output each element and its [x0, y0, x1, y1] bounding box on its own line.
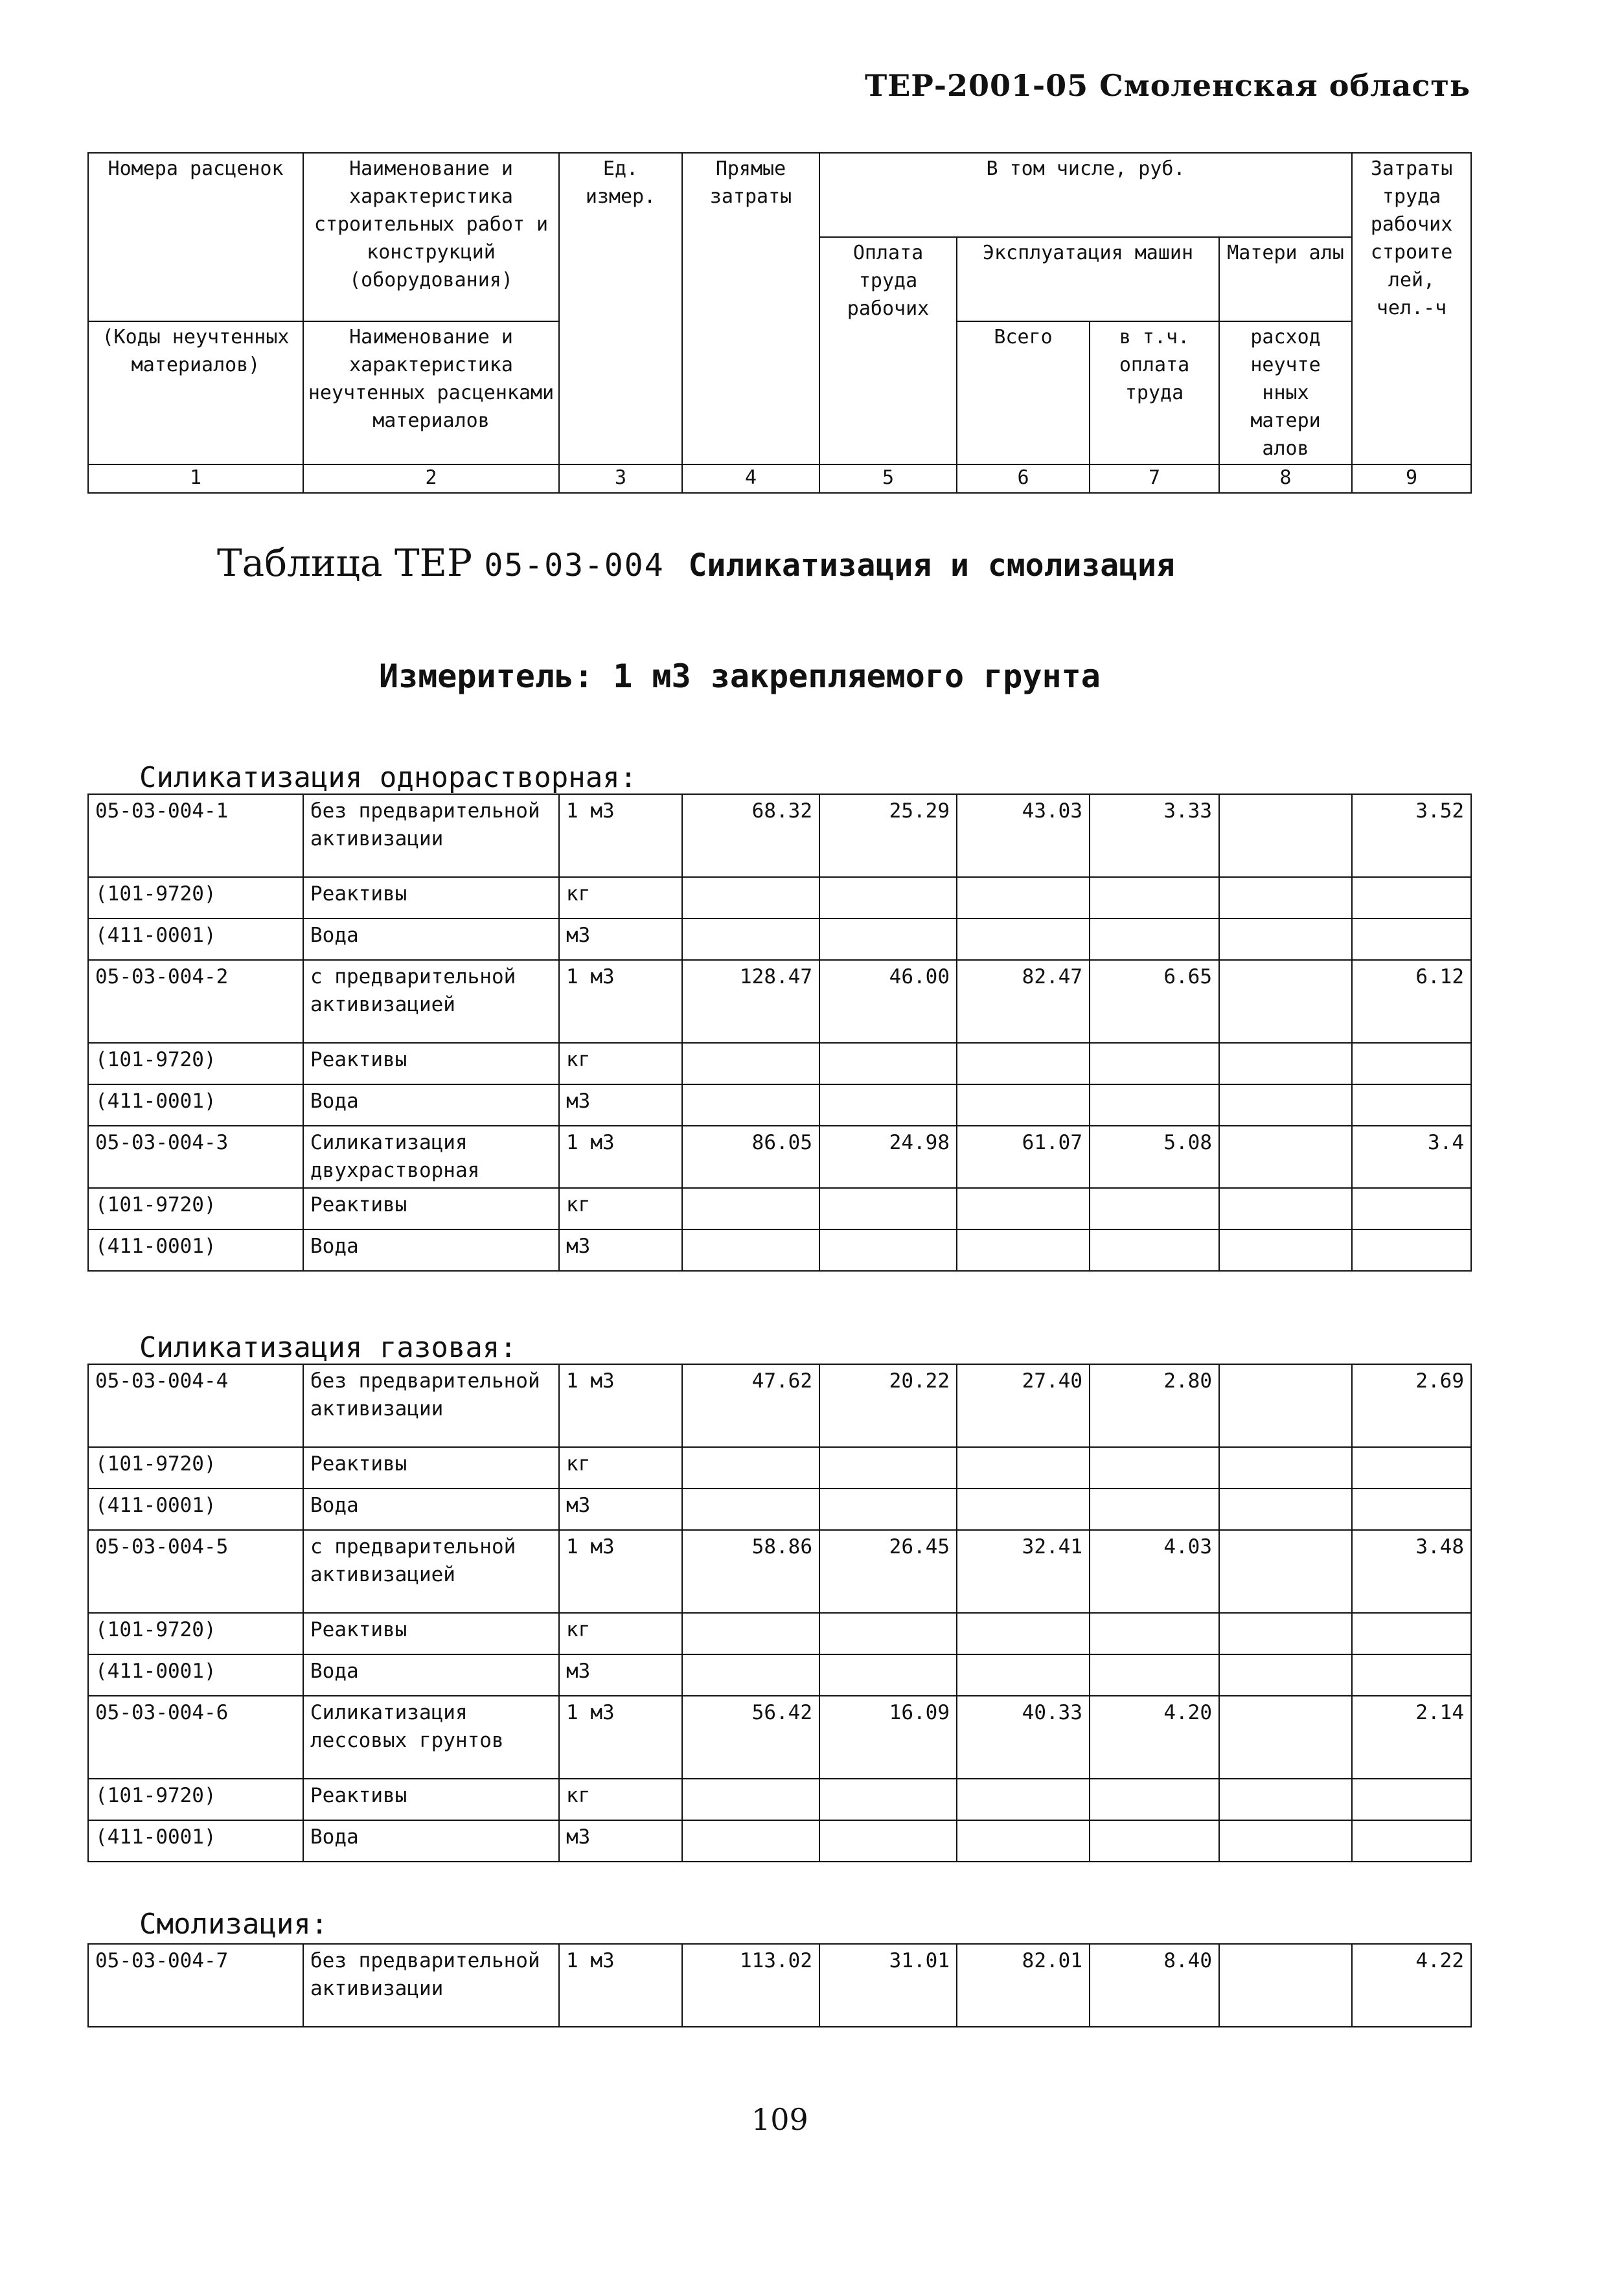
- rate-labor-pay: 25.29: [819, 794, 957, 877]
- material-row: [88, 1779, 1471, 1820]
- rate-materials: [1219, 1447, 1352, 1489]
- rate-unit: 1 м3: [559, 794, 682, 877]
- rate-name: без предварительной активизации: [303, 1364, 559, 1447]
- header-direct-costs: Прямые затраты: [682, 153, 819, 464]
- material-row: [88, 1820, 1471, 1862]
- rate-code: (411-0001): [88, 919, 303, 960]
- rate-materials: [1219, 919, 1352, 960]
- page-number: 109: [751, 2102, 808, 2137]
- col-number: 7: [1090, 464, 1219, 493]
- rate-labor-pay: [819, 1779, 957, 1820]
- header-materials: Матери алы: [1219, 237, 1352, 321]
- rate-machines-total: [957, 1229, 1090, 1271]
- rates-table: [87, 794, 1472, 1272]
- header-col2-top: Наименование и характеристика строительных работ и конструкций (оборудования): [303, 153, 559, 321]
- header-including: В том числе, руб.: [819, 153, 1352, 237]
- rate-machines-labor: 6.65: [1090, 960, 1219, 1043]
- rate-name: Реактивы: [303, 1447, 559, 1489]
- rate-machines-labor: [1090, 919, 1219, 960]
- rate-code: (411-0001): [88, 1820, 303, 1862]
- rate-code: 05-03-004-3: [88, 1126, 303, 1188]
- rate-name: Реактивы: [303, 1188, 559, 1229]
- header-machines-labor: в т.ч. оплата труда: [1090, 321, 1219, 464]
- header-labor-cost: Затраты труда рабочих строите лей, чел.-ч: [1352, 153, 1471, 464]
- rate-name: с предварительной активизацией: [303, 1530, 559, 1613]
- rate-name: без предварительной активизации: [303, 1944, 559, 2027]
- rate-direct-costs: [682, 1820, 819, 1862]
- rate-materials: [1219, 1364, 1352, 1447]
- running-header: ТЕР-2001-05 Смоленская область: [865, 68, 1471, 103]
- rate-machines-total: [957, 1820, 1090, 1862]
- material-row: [88, 1043, 1471, 1084]
- rate-code: 05-03-004-7: [88, 1944, 303, 2027]
- rate-machines-labor: [1090, 1654, 1219, 1696]
- rate-materials: [1219, 1188, 1352, 1229]
- rate-unit: м3: [559, 1489, 682, 1530]
- rate-unit: м3: [559, 1820, 682, 1862]
- material-row: [88, 1654, 1471, 1696]
- rate-machines-labor: [1090, 1229, 1219, 1271]
- rate-name: Реактивы: [303, 877, 559, 919]
- rate-code: 05-03-004-1: [88, 794, 303, 877]
- rate-unit: 1 м3: [559, 1126, 682, 1188]
- rate-labor-pay: 24.98: [819, 1126, 957, 1188]
- rate-unit: м3: [559, 919, 682, 960]
- rates-table: [87, 1364, 1472, 1862]
- table-title-prefix: Таблица ТЕР: [217, 541, 473, 585]
- rate-name: Вода: [303, 919, 559, 960]
- rate-materials: [1219, 1779, 1352, 1820]
- rate-labor-cost: 2.14: [1352, 1696, 1471, 1779]
- rate-row: [88, 960, 1471, 1043]
- rate-code: (411-0001): [88, 1229, 303, 1271]
- table-title-code: 05-03-004: [484, 547, 665, 584]
- rate-name: Силикатизация лессовых грунтов: [303, 1696, 559, 1779]
- rate-labor-cost: 3.48: [1352, 1530, 1471, 1613]
- rate-labor-pay: [819, 919, 957, 960]
- rate-row: [88, 794, 1471, 877]
- rate-labor-cost: 6.12: [1352, 960, 1471, 1043]
- rate-machines-labor: [1090, 1820, 1219, 1862]
- rate-name: Вода: [303, 1820, 559, 1862]
- rate-unit: кг: [559, 1188, 682, 1229]
- rate-labor-pay: [819, 1084, 957, 1126]
- material-row: [88, 1447, 1471, 1489]
- rate-materials: [1219, 1696, 1352, 1779]
- rate-direct-costs: [682, 877, 819, 919]
- rate-machines-total: [957, 1613, 1090, 1654]
- rate-labor-cost: [1352, 1447, 1471, 1489]
- header-machines-total: Всего: [957, 321, 1090, 464]
- rate-unit: м3: [559, 1084, 682, 1126]
- rate-labor-pay: [819, 1654, 957, 1696]
- rate-unit: кг: [559, 1613, 682, 1654]
- rate-name: Силикатизация двухрастворная: [303, 1126, 559, 1188]
- rate-labor-cost: 2.69: [1352, 1364, 1471, 1447]
- rate-direct-costs: 56.42: [682, 1696, 819, 1779]
- header-col1-top: Номера расценок: [88, 153, 303, 321]
- rate-code: (101-9720): [88, 1613, 303, 1654]
- rate-code: (101-9720): [88, 1779, 303, 1820]
- rate-machines-labor: 5.08: [1090, 1126, 1219, 1188]
- rate-labor-pay: [819, 877, 957, 919]
- rate-direct-costs: 86.05: [682, 1126, 819, 1188]
- rate-materials: [1219, 1229, 1352, 1271]
- rate-labor-cost: [1352, 877, 1471, 919]
- rate-labor-cost: 4.22: [1352, 1944, 1471, 2027]
- rate-machines-total: [957, 877, 1090, 919]
- rate-machines-labor: [1090, 877, 1219, 919]
- rate-labor-cost: [1352, 919, 1471, 960]
- rate-code: (101-9720): [88, 877, 303, 919]
- rate-machines-labor: 2.80: [1090, 1364, 1219, 1447]
- rate-unit: кг: [559, 1043, 682, 1084]
- rate-code: 05-03-004-4: [88, 1364, 303, 1447]
- rate-materials: [1219, 1820, 1352, 1862]
- rate-labor-cost: [1352, 1654, 1471, 1696]
- rates-table: [87, 1943, 1472, 2027]
- material-row: [88, 1613, 1471, 1654]
- header-materials-consumption: расход неучте нных матери алов: [1219, 321, 1352, 464]
- table-title-name: Силикатизация и смолизация: [688, 547, 1175, 584]
- rate-labor-pay: [819, 1820, 957, 1862]
- material-row: [88, 1084, 1471, 1126]
- rate-code: (101-9720): [88, 1447, 303, 1489]
- rate-name: Реактивы: [303, 1613, 559, 1654]
- rate-materials: [1219, 794, 1352, 877]
- rate-unit: 1 м3: [559, 1364, 682, 1447]
- rate-direct-costs: [682, 919, 819, 960]
- rate-labor-pay: 31.01: [819, 1944, 957, 2027]
- rate-labor-cost: [1352, 1229, 1471, 1271]
- unit-line: Измеритель: 1 м3 закрепляемого грунта: [379, 657, 1101, 695]
- rate-machines-total: [957, 1654, 1090, 1696]
- rate-labor-pay: [819, 1188, 957, 1229]
- rate-direct-costs: [682, 1654, 819, 1696]
- rate-machines-labor: [1090, 1489, 1219, 1530]
- rate-code: (101-9720): [88, 1043, 303, 1084]
- section-title: Силикатизация газовая:: [139, 1331, 517, 1364]
- rate-materials: [1219, 1944, 1352, 2027]
- rate-materials: [1219, 1654, 1352, 1696]
- rate-machines-labor: [1090, 1779, 1219, 1820]
- rate-machines-total: [957, 1779, 1090, 1820]
- rate-direct-costs: 113.02: [682, 1944, 819, 2027]
- rate-direct-costs: [682, 1447, 819, 1489]
- rate-labor-cost: 3.52: [1352, 794, 1471, 877]
- rate-machines-total: 82.47: [957, 960, 1090, 1043]
- rate-machines-total: [957, 1188, 1090, 1229]
- rate-code: 05-03-004-6: [88, 1696, 303, 1779]
- rate-direct-costs: 47.62: [682, 1364, 819, 1447]
- rate-machines-total: 32.41: [957, 1530, 1090, 1613]
- header-unit: Ед. измер.: [559, 153, 682, 464]
- rate-direct-costs: 128.47: [682, 960, 819, 1043]
- col-number: 3: [559, 464, 682, 493]
- rate-machines-labor: 8.40: [1090, 1944, 1219, 2027]
- rate-machines-labor: 3.33: [1090, 794, 1219, 877]
- header-machines: Эксплуатация машин: [957, 237, 1219, 321]
- rate-row: [88, 1126, 1471, 1188]
- rate-row: [88, 1696, 1471, 1779]
- rate-machines-total: 43.03: [957, 794, 1090, 877]
- rate-labor-pay: 46.00: [819, 960, 957, 1043]
- rate-name: Реактивы: [303, 1043, 559, 1084]
- col-number: 6: [957, 464, 1090, 493]
- rate-machines-labor: [1090, 1084, 1219, 1126]
- material-row: [88, 919, 1471, 960]
- rate-materials: [1219, 1489, 1352, 1530]
- section-title: Силикатизация однорастворная:: [139, 761, 637, 794]
- rate-labor-pay: 20.22: [819, 1364, 957, 1447]
- rate-code: (411-0001): [88, 1654, 303, 1696]
- rate-machines-total: [957, 919, 1090, 960]
- rate-machines-total: [957, 1043, 1090, 1084]
- rate-labor-pay: 16.09: [819, 1696, 957, 1779]
- table-title: [217, 541, 1175, 585]
- rate-row: [88, 1364, 1471, 1447]
- rate-unit: м3: [559, 1654, 682, 1696]
- rate-materials: [1219, 960, 1352, 1043]
- rate-direct-costs: [682, 1188, 819, 1229]
- rate-name: Вода: [303, 1229, 559, 1271]
- rate-labor-pay: 26.45: [819, 1530, 957, 1613]
- rate-labor-pay: [819, 1613, 957, 1654]
- rate-labor-pay: [819, 1489, 957, 1530]
- rate-unit: кг: [559, 1447, 682, 1489]
- rate-machines-labor: [1090, 1447, 1219, 1489]
- rate-machines-total: 27.40: [957, 1364, 1090, 1447]
- header-col1-bottom: (Коды неучтенных материалов): [88, 321, 303, 464]
- rate-unit: 1 м3: [559, 1944, 682, 2027]
- rate-direct-costs: 68.32: [682, 794, 819, 877]
- rate-machines-total: 40.33: [957, 1696, 1090, 1779]
- rate-name: с предварительной активизацией: [303, 960, 559, 1043]
- rate-unit: кг: [559, 1779, 682, 1820]
- rate-labor-cost: [1352, 1820, 1471, 1862]
- rate-name: Вода: [303, 1489, 559, 1530]
- material-row: [88, 1188, 1471, 1229]
- rate-name: без предварительной активизации: [303, 794, 559, 877]
- column-header-table: [87, 152, 1472, 494]
- rate-labor-cost: [1352, 1489, 1471, 1530]
- rate-code: 05-03-004-5: [88, 1530, 303, 1613]
- rate-machines-total: [957, 1084, 1090, 1126]
- rate-machines-labor: 4.20: [1090, 1696, 1219, 1779]
- rate-machines-labor: [1090, 1043, 1219, 1084]
- col-number: 5: [819, 464, 957, 493]
- material-row: [88, 1489, 1471, 1530]
- rate-unit: м3: [559, 1229, 682, 1271]
- rate-labor-cost: [1352, 1188, 1471, 1229]
- rate-materials: [1219, 877, 1352, 919]
- rate-direct-costs: [682, 1489, 819, 1530]
- rate-machines-labor: [1090, 1613, 1219, 1654]
- section-title: Смолизация:: [139, 1908, 328, 1941]
- rate-machines-total: 61.07: [957, 1126, 1090, 1188]
- rate-name: Вода: [303, 1654, 559, 1696]
- rate-code: (411-0001): [88, 1489, 303, 1530]
- rate-labor-pay: [819, 1043, 957, 1084]
- rate-unit: кг: [559, 877, 682, 919]
- rate-materials: [1219, 1530, 1352, 1613]
- col-number: 4: [682, 464, 819, 493]
- rate-labor-cost: 3.4: [1352, 1126, 1471, 1188]
- rate-materials: [1219, 1043, 1352, 1084]
- rate-materials: [1219, 1084, 1352, 1126]
- rate-code: 05-03-004-2: [88, 960, 303, 1043]
- header-col2-bottom: Наименование и характеристика неучтенных расценками материалов: [303, 321, 559, 464]
- rate-name: Реактивы: [303, 1779, 559, 1820]
- rate-code: (101-9720): [88, 1188, 303, 1229]
- rate-row: [88, 1530, 1471, 1613]
- rate-unit: 1 м3: [559, 1530, 682, 1613]
- col-number: 9: [1352, 464, 1471, 493]
- material-row: [88, 1229, 1471, 1271]
- rate-row: [88, 1944, 1471, 2027]
- rate-machines-labor: 4.03: [1090, 1530, 1219, 1613]
- material-row: [88, 877, 1471, 919]
- rate-code: (411-0001): [88, 1084, 303, 1126]
- rate-labor-cost: [1352, 1779, 1471, 1820]
- header-labor-pay: Оплата труда рабочих: [819, 237, 957, 464]
- rate-labor-cost: [1352, 1084, 1471, 1126]
- rate-labor-cost: [1352, 1613, 1471, 1654]
- rate-labor-pay: [819, 1229, 957, 1271]
- rate-direct-costs: [682, 1779, 819, 1820]
- rate-materials: [1219, 1613, 1352, 1654]
- rate-direct-costs: [682, 1043, 819, 1084]
- rate-unit: 1 м3: [559, 1696, 682, 1779]
- rate-direct-costs: 58.86: [682, 1530, 819, 1613]
- rate-machines-total: [957, 1489, 1090, 1530]
- rate-name: Вода: [303, 1084, 559, 1126]
- rate-labor-cost: [1352, 1043, 1471, 1084]
- col-number: 1: [88, 464, 303, 493]
- rate-direct-costs: [682, 1229, 819, 1271]
- rate-machines-labor: [1090, 1188, 1219, 1229]
- col-number: 8: [1219, 464, 1352, 493]
- rate-materials: [1219, 1126, 1352, 1188]
- rate-direct-costs: [682, 1084, 819, 1126]
- rate-machines-total: [957, 1447, 1090, 1489]
- rate-machines-total: 82.01: [957, 1944, 1090, 2027]
- rate-unit: 1 м3: [559, 960, 682, 1043]
- rate-direct-costs: [682, 1613, 819, 1654]
- rate-labor-pay: [819, 1447, 957, 1489]
- col-number: 2: [303, 464, 559, 493]
